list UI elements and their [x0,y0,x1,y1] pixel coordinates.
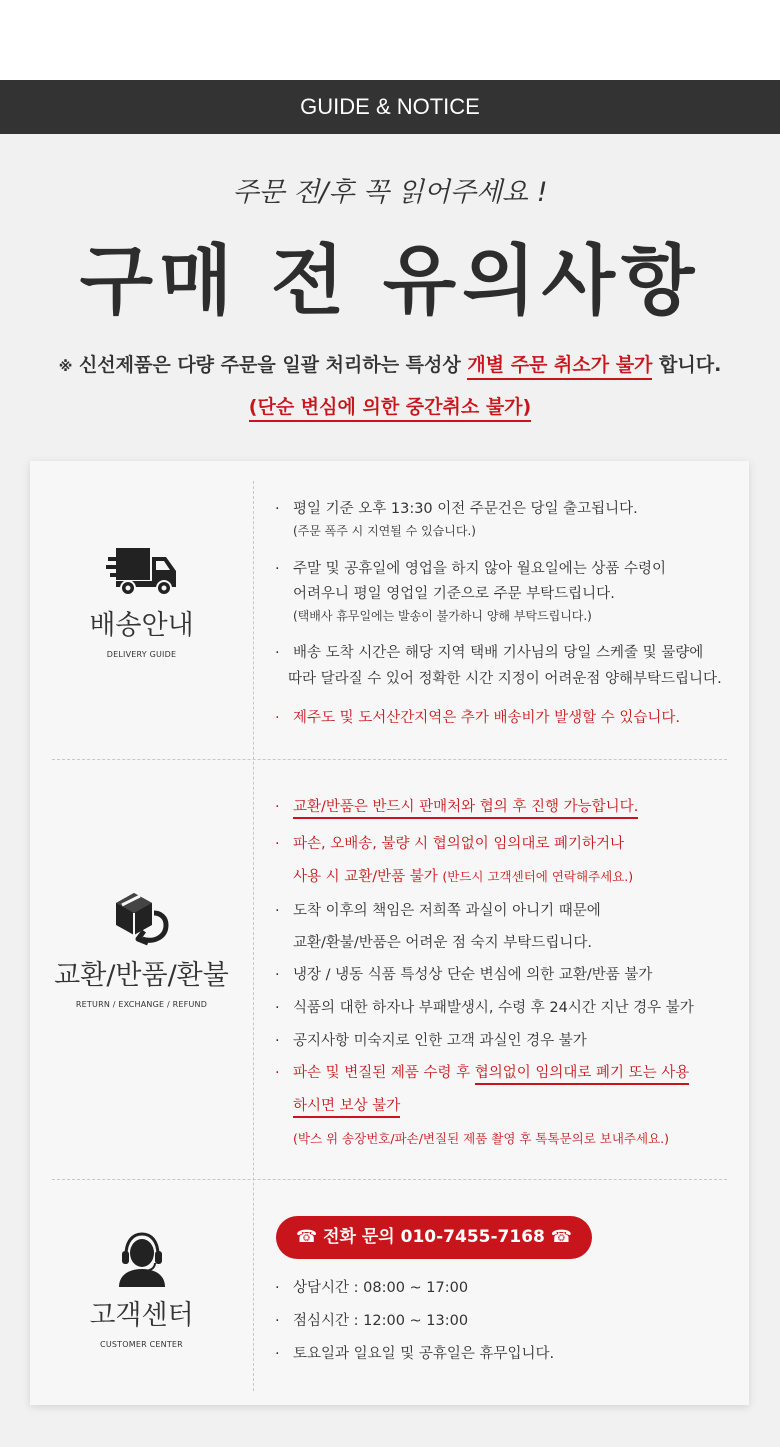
customer-section-header [30,1231,253,1349]
list-item-cont: 사용 시 교환/반품 불가 (반드시 고객센터에 연락해주세요.) [293,869,634,885]
page-title: 구매 전 유의사항 [79,236,701,325]
list-item-cont: 하시면 보상 불가 [293,1094,400,1115]
phone-inquiry-button[interactable]: ☎ 전화 문의 010-7455-7168 ☎ [276,1216,592,1259]
list-item-cont: 따라 달라질 수 있어 정확한 시간 지정이 어려운점 양해부탁드립니다. [288,671,722,687]
notice-mark: ※ [58,359,73,375]
return-title: 교환/반품/환불 [54,960,229,991]
list-item: · 점심시간 : 12:00 ~ 13:00 [275,1313,469,1329]
delivery-section-header [30,545,253,659]
list-item-cont: 어려우니 평일 영업일 기준으로 주문 부탁드립니다. [293,586,615,602]
list-item-warning: · 교환/반품은 반드시 판매처와 협의 후 진행 가능합니다. [275,795,638,816]
notice-text-before: 신선제품은 다량 주문을 일괄 처리하는 특성상 [78,354,461,376]
list-item-warning: · 파손 및 변질된 제품 수령 후 협의없이 임의대로 폐기 또는 사용 [275,1061,689,1082]
list-item: · 공지사항 미숙지로 인한 고객 과실인 경우 불가 [275,1033,587,1049]
list-item: · 도착 이후의 책임은 저희쪽 과실이 아니기 때문에 [275,903,601,919]
guide-notice-banner: GUIDE & NOTICE [0,80,780,134]
list-item: · 토요일과 일요일 및 공휴일은 휴무입니다. [275,1346,555,1362]
return-section-header [30,891,253,1009]
guide-card [30,461,749,1405]
list-item-note: (주문 폭주 시 지연될 수 있습니다.) [293,524,476,538]
return-subtitle: RETURN / EXCHANGE / REFUND [75,1000,208,1009]
list-item-warning: · 제주도 및 도서산간지역은 추가 배송비가 발생할 수 있습니다. [275,710,681,726]
top-spacer [0,0,780,80]
customer-title: 고객센터 [89,1300,194,1331]
notice-line [0,350,780,377]
list-item-cont: 교환/환불/반품은 어려운 점 숙지 부탁드립니다. [293,935,592,951]
column-divider [253,481,254,1391]
section-divider [52,1179,727,1180]
list-item: · 평일 기준 오후 13:30 이전 주문건은 당일 출고됩니다. [275,501,638,517]
customer-subtitle: CUSTOMER CENTER [100,1340,183,1349]
notice-no-cancel: (단순 변심에 의한 중간취소 불가) [249,396,531,422]
page-subtitle: 주문 전/후 꼭 읽어주세요 ! [232,177,548,208]
headset-agent-icon [117,1231,167,1287]
list-item: · 주말 및 공휴일에 영업을 하지 않아 월요일에는 상품 수령이 [275,561,667,577]
delivery-subtitle: DELIVERY GUIDE [106,650,177,659]
delivery-title: 배송안내 [89,610,194,641]
list-item-note: (박스 위 송장번호/파손/변질된 제품 촬영 후 톡톡문의로 보내주세요.) [293,1131,669,1146]
truck-icon [106,545,178,597]
notice-line-2 [0,392,780,419]
return-box-icon [114,891,170,947]
section-divider [52,759,727,760]
list-item: · 식품의 대한 하자나 부패발생시, 수령 후 24시간 지난 경우 불가 [275,1000,694,1016]
notice-highlight: 개별 주문 취소가 불가 [467,354,652,380]
notice-text-after: 합니다. [659,354,722,376]
list-item: · 상담시간 : 08:00 ~ 17:00 [275,1280,469,1296]
list-item: · 냉장 / 냉동 식품 특성상 단순 변심에 의한 교환/반품 불가 [275,967,653,983]
list-item-note: (택배사 휴무일에는 발송이 불가하니 양해 부탁드립니다.) [293,609,592,623]
list-item: · 배송 도착 시간은 해당 지역 택배 기사님의 당일 스케줄 및 물량에 [275,645,704,661]
list-item-warning: · 파손, 오배송, 불량 시 협의없이 임의대로 폐기하거나 [275,836,625,852]
